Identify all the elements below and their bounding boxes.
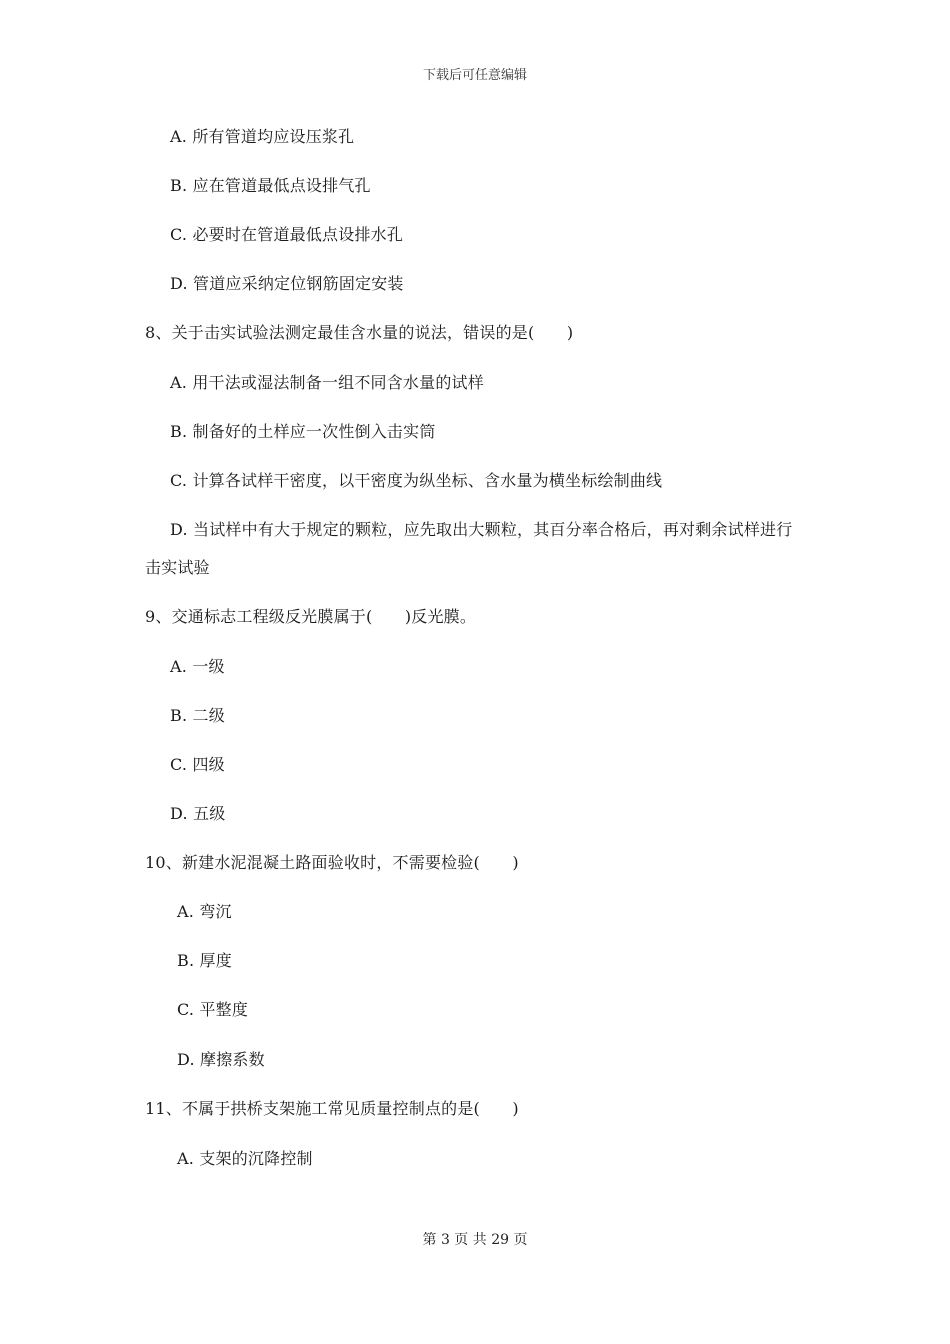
q10-option-a: A. 弯沉 — [177, 902, 232, 921]
q9-option-d: D. 五级 — [170, 804, 226, 823]
q8-option-c: C. 计算各试样干密度，以干密度为纵坐标、含水量为横坐标绘制曲线 — [170, 471, 663, 490]
q7-option-d: D. 管道应采纳定位钢筋固定安装 — [170, 274, 404, 293]
q9-option-c: C. 四级 — [170, 755, 225, 774]
q7-option-c: C. 必要时在管道最低点设排水孔 — [170, 225, 404, 244]
q10-option-d: D. 摩擦系数 — [177, 1050, 265, 1069]
q7-option-b: B. 应在管道最低点设排气孔 — [170, 176, 371, 195]
q7-option-a: A. 所有管道均应设压浆孔 — [170, 127, 355, 146]
page-footer: 第 3 页 共 29 页 — [422, 1232, 528, 1248]
q8-stem: 8、关于击实试验法测定最佳含水量的说法，错误的是( ) — [145, 323, 574, 342]
page-header: 下载后可任意编辑 — [422, 68, 527, 83]
q8-option-a: A. 用干法或湿法制备一组不同含水量的试样 — [170, 373, 484, 392]
q8-option-d-continuation: 击实试验 — [145, 558, 210, 577]
q11-option-a: A. 支架的沉降控制 — [177, 1149, 313, 1168]
q8-option-d: D. 当试样中有大于规定的颗粒，应先取出大颗粒，其百分率合格后，再对剩余试样进行 — [170, 520, 793, 539]
q9-option-b: B. 二级 — [170, 706, 225, 725]
q10-stem: 10、新建水泥混凝土路面验收时，不需要检验( ) — [145, 853, 519, 872]
q10-option-c: C. 平整度 — [177, 1000, 249, 1019]
q9-option-a: A. 一级 — [170, 657, 225, 676]
q10-option-b: B. 厚度 — [177, 951, 232, 970]
q11-stem: 11、不属于拱桥支架施工常见质量控制点的是( ) — [145, 1099, 519, 1118]
q8-option-b: B. 制备好的土样应一次性倒入击实筒 — [170, 422, 436, 441]
q9-stem: 9、交通标志工程级反光膜属于( )反光膜。 — [145, 607, 477, 626]
